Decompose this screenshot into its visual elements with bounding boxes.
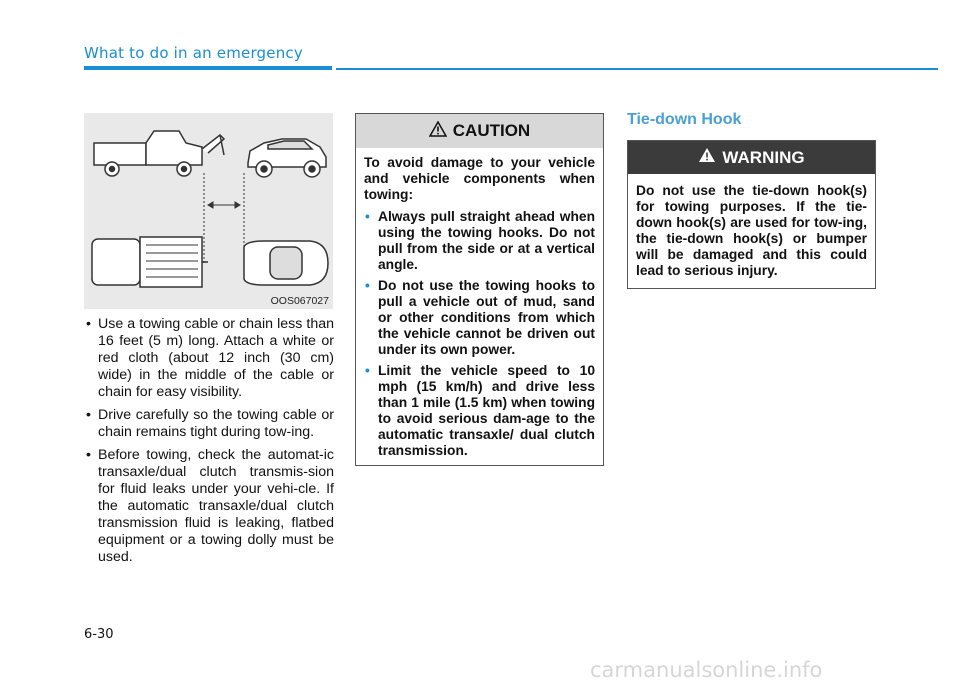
caution-item: • Limit the vehicle speed to 10 mph (15 km/h) and drive less than 1 mile (1.5 km) when towing to avoid serious dam-age to the automatic transaxle/ dual clutch transmission. xyxy=(364,363,595,459)
caution-header xyxy=(356,114,603,148)
caution-item: • Always pull straight ahead when using the towing hooks. Do not pull from the side or at a vertical angle. xyxy=(364,209,595,273)
warning-header xyxy=(628,141,875,174)
towed-suv-side-icon xyxy=(248,139,326,177)
header-rule-thick xyxy=(84,66,332,70)
section-header-title: What to do in an emergency xyxy=(84,44,303,62)
caution-triangle-icon xyxy=(429,121,447,142)
section-title: Tie-down Hook xyxy=(627,111,742,128)
list-item: • Drive carefully so the towing cable or chain remains tight during tow-ing. xyxy=(84,407,334,441)
tow-truck-top-icon xyxy=(92,237,208,287)
towing-illustration xyxy=(84,113,333,309)
warning-title: WARNING xyxy=(722,147,805,167)
caution-body xyxy=(356,148,603,459)
caution-title: CAUTION xyxy=(452,121,531,140)
header-rule-thin xyxy=(336,68,938,70)
warning-text: Do not use the tie-down hook(s) for towing purposes. If the tie-down hook(s) are used for tow-ing, the tie-down hook(s) or bumper will be damaged and this could lead to serious injury. xyxy=(636,183,867,278)
caution-box xyxy=(355,113,604,466)
list-item: • Use a towing cable or chain less than 16 feet (5 m) long. Attach a white or red cloth (about 12 inch (30 cm) wide) in the middle of the cable or chain for easy visibility. xyxy=(84,316,334,401)
distance-marker xyxy=(204,173,244,263)
warning-box xyxy=(627,140,876,289)
list-item: • Before towing, check the automat-ic transaxle/dual clutch transmis-sion for fluid leaks under your vehi-cle. If the automatic transaxle/dual clutch transmission fluid is leaking, flatbed equipment or a towing dolly must be used. xyxy=(84,447,334,566)
towing-instructions-list xyxy=(84,316,334,572)
caution-item: • Do not use the towing hooks to pull a vehicle out of mud, sand or other conditions from which the vehicle cannot be driven out under its own power. xyxy=(364,278,595,358)
figure-code: OOS067027 xyxy=(270,295,329,307)
tow-truck-side-icon xyxy=(94,131,224,176)
towing-diagram xyxy=(84,113,333,309)
towed-car-top-icon xyxy=(244,241,328,285)
page-number: 6-30 xyxy=(84,627,114,642)
watermark: carmanualsonline.info xyxy=(590,658,823,682)
caution-intro: To avoid damage to your vehicle and vehicle components when towing: xyxy=(364,155,595,202)
warning-triangle-icon xyxy=(698,147,716,168)
